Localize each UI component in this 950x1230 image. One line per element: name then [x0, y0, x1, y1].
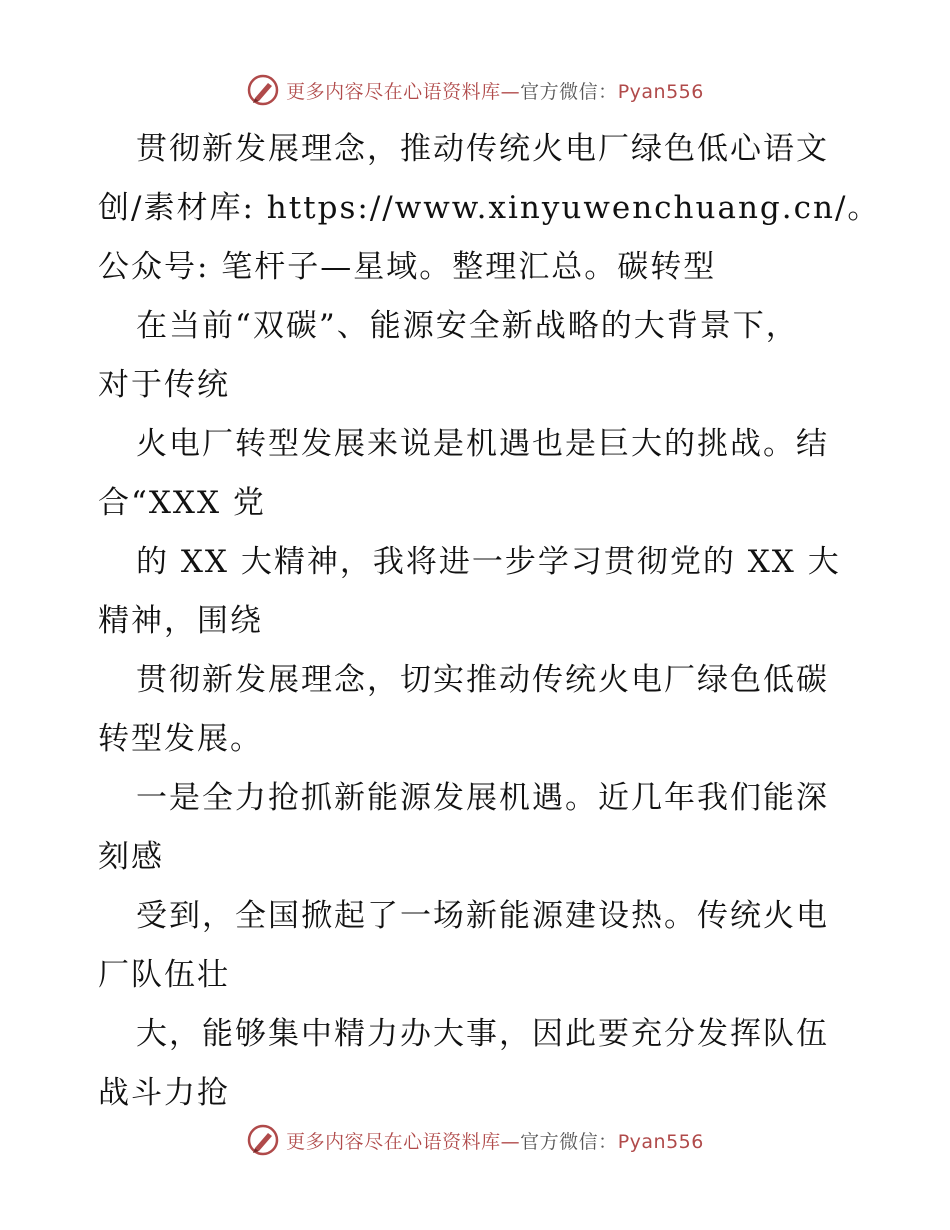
text-line: 厂队伍壮 — [98, 957, 230, 993]
text-line: 火电厂转型发展来说是机遇也是巨大的挑战。结 — [136, 426, 829, 462]
dash: — — [500, 80, 521, 103]
pen-logo-icon — [246, 73, 280, 107]
wechat-label: 官方微信： — [520, 1130, 618, 1153]
text-line: 贯彻新发展理念，切实推动传统火电厂绿色低碳 — [136, 662, 829, 698]
wechat-label: 官方微信： — [520, 80, 618, 103]
footer-banner-text — [286, 1127, 704, 1154]
text-line: 对于传统 — [98, 367, 230, 403]
brand-text: 更多内容尽在心语资料库 — [286, 1130, 501, 1153]
pen-logo-icon — [246, 1123, 280, 1157]
wechat-id: Pyan556 — [617, 80, 704, 103]
document-body — [98, 120, 881, 1123]
brand-text: 更多内容尽在心语资料库 — [286, 80, 501, 103]
text-line: 刻感 — [98, 839, 164, 875]
text-line: 转型发展。 — [98, 721, 263, 757]
text-line: 的 XX 大精神，我将进一步学习贯彻党的 XX 大 — [136, 544, 841, 580]
text-line: 受到，全国掀起了一场新能源建设热。传统火电 — [136, 898, 829, 934]
text-line: 精神，围绕 — [98, 603, 263, 639]
text-line: 一是全力抢抓新能源发展机遇。近几年我们能深 — [136, 780, 829, 816]
footer-banner — [0, 1120, 950, 1160]
header-banner-text — [286, 77, 704, 104]
text-line: 创/素材库: https://www.xinyuwenchuang.cn/。 — [98, 190, 881, 226]
text-line: 公众号: 笔杆子—星域。整理汇总。碳转型 — [98, 249, 717, 285]
text-line: 大，能够集中精力办大事，因此要充分发挥队伍 — [136, 1016, 829, 1052]
header-banner — [0, 70, 950, 110]
text-line: 在当前“双碳”、能源安全新战略的大背景下， — [136, 308, 799, 344]
text-line: 战斗力抢 — [98, 1075, 230, 1111]
text-line: 贯彻新发展理念，推动传统火电厂绿色低心语文 — [136, 131, 829, 167]
wechat-id: Pyan556 — [617, 1130, 704, 1153]
text-line: 合“XXX 党 — [98, 485, 266, 521]
dash: — — [500, 1130, 521, 1153]
